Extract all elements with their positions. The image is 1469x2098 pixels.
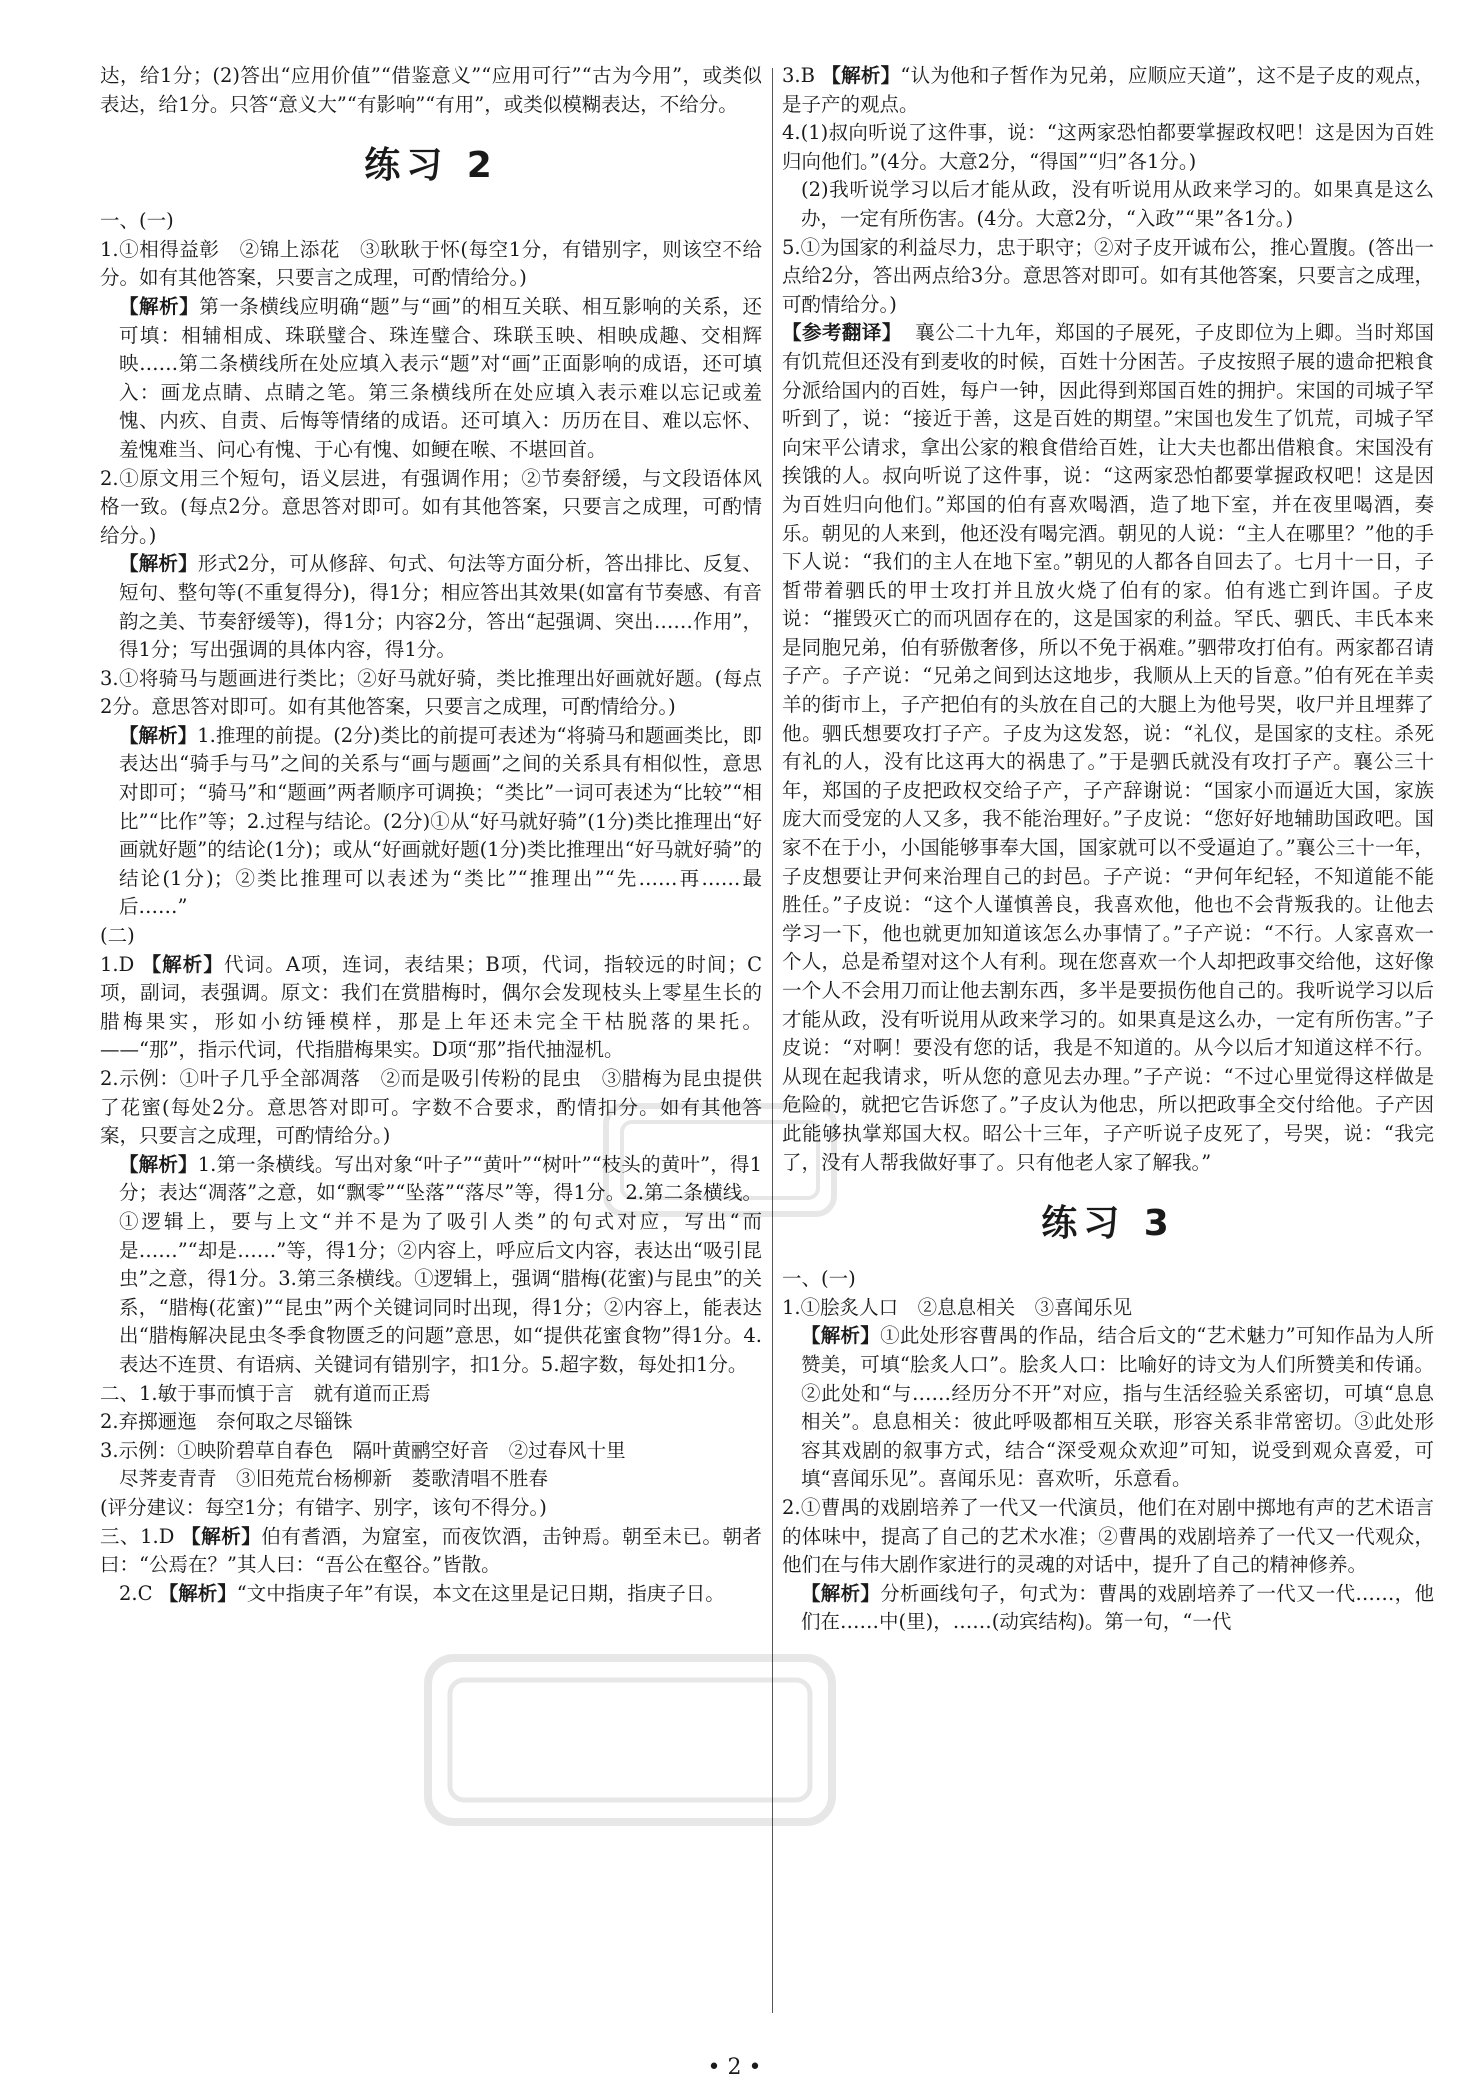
answer-3-1 (100, 1523, 762, 1580)
analysis-tag: 【解析】 (119, 294, 200, 318)
part-heading: 一、(一) (782, 1267, 856, 1291)
analysis-tag: 【解析】 (119, 1152, 198, 1176)
answer-choice: 1.D (100, 952, 135, 976)
analysis-text: “认为他和子皙作为兄弟，应顺应天道”，这不是子皮的观点，是子产的观点。 (782, 64, 1434, 116)
answer-3-2 (100, 1580, 762, 1609)
analysis-2 (100, 550, 762, 664)
poem-answer-4: 尽荠麦青青 ③旧苑荒台杨柳新 菱歌清唱不胜春 (119, 1467, 549, 1491)
poem-answer-1: 二、1.敏于事而慎于言 就有道而正焉 (100, 1381, 431, 1405)
analysis-tag: 【解析】 (181, 1524, 262, 1548)
answer-2-1 (100, 951, 762, 1065)
watermark-seal (420, 1650, 840, 1830)
scoring-note: (评分建议：每空1分；有错字、别字，该句不得分。) (100, 1495, 547, 1519)
s3-analysis-1 (782, 1322, 1434, 1494)
analysis-text: 形式2分，可从修辞、句式、句法等方面分析，答出排比、反复、短句、整句等(不重复得分)，得1分；相应答出其效果(如富有节奏感、有音韵之美、节奏舒缓等)，得1分；内容2分，答出“起强调、突出……作用”，得1分；写出强调的具体内容，得1分。 (119, 552, 762, 662)
reference-translation (782, 319, 1434, 1177)
analysis-text: ①此处形容曹禺的作品，结合后文的“艺术魅力”可知作品为人所赞美，可填“脍炙人口”。脍炙人口：比喻好的诗文为人们所赞美和传诵。②此处和“与……经历分不开”对应，指与生活经验关系密切，可填“息息相关”。息息相关：彼此呼吸都相互关联，形容关系非常密切。③此处形容其戏剧的叙事方式，结合“深受观众欢迎”可知，说受到观众喜爱，可填“喜闻乐见”。喜闻乐见：喜欢听，乐意看。 (801, 1324, 1434, 1491)
s3-answer-2: 2.①曹禺的戏剧培养了一代又一代演员，他们在对剧中掷地有声的艺术语言的体味中，提高了自己的艺术水准；②曹禺的戏剧培养了一代又一代观众，他们在与伟大剧作家进行的灵魂的对话中，提升了自己的精神修养。 (782, 1495, 1434, 1577)
answer-r3 (782, 62, 1434, 119)
analysis-tag: 【解析】 (141, 952, 225, 976)
translation-text: 襄公二十九年，郑国的子展死，子皮即位为上卿。当时郑国有饥荒但还没有到麦收的时候，百姓十分困苦。子皮按照子展的遗命把粮食分派给国内的百姓，每户一钟，因此得到郑国百姓的拥护。宋国的司城子罕听到了，说：“接近于善，这是百姓的期望。”宋国也发生了饥荒，司城子罕向宋平公请求，拿出公家的粮食借给百姓，让大夫也都出借粮食。宋国没有挨饿的人。叔向听说了这件事，说：“这两家恐怕都要掌握政权吧！这是因为百姓归向他们。”郑国的伯有喜欢喝酒，造了地下室，并在夜里喝酒，奏乐。朝见的人来到，他还没有喝完酒。朝见的人说：“主人在哪里？”他的手下人说：“我们的主人在地下室。”朝见的人都各自回去了。七月十一日，子皙带着驷氏的甲士攻打并且放火烧了伯有的家。伯有逃亡到许国。子皮说：“摧毁灭亡的而巩固存在的，这是国家的利益。罕氏、驷氏、丰氏本来是同胞兄弟，伯有骄傲奢侈，所以不免于祸难。”驷带攻打伯有。两家都召请子产。子产说：“兄弟之间到达这地步，我顺从上天的旨意。”伯有死在羊卖羊的街市上，子产把伯有的头放在自己的大腿上为他号哭，收尸并且埋葬了他。驷氏想要攻打子产。子皮为这发怒，说：“礼仪，是国家的支柱。杀死有礼的人，没有比这再大的祸患了。”于是驷氏就没有攻打子产。襄公三十年，郑国的子皮把政权交给子产，子产辞谢说：“国家小而逼近大国，家族庞大而受宠的人又多，我不能治理好。”子皮说：“您好好地辅助国政吧。国家不在于小，小国能够事奉大国，国家就可以不受逼迫了。”襄公三十一年，子皮想要让尹何来治理自己的封邑。子产说：“尹何年纪轻，不知道能不能胜任。”子皮说：“这个人谨慎善良，我喜欢他，他也不会背叛我的。让他去学习一下，他也就更加知道该怎么办事情了。”子产说：“不行。人家喜欢一个人，总是希望对这个人有利。现在您喜欢一个人却把政事交给他，这好像一个人不会用刀而让他去割东西，多半是要损伤他自己的。我听说学习以后才能从政，没有听说用从政来学习的。如果真是这么办，一定有所伤害。”子皮说：“对啊！要没有您的话，我是不知道的。从今以后才知道这样不行。从现在起我请求，听从您的意见去办理。”子产说：“不过心里觉得这样做是危险的，就把它告诉您了。”子皮认为他忠，所以把政事全交付给他。子产因此能够执掌郑国大权。昭公十三年，子产听说子皮死了，号哭，说：“我完了，没有人帮我做好事了。只有他老人家了解我。” (782, 321, 1434, 1174)
analysis-tag: 【解析】 (119, 552, 198, 576)
analysis-text: “文中指庚子年”有误，本文在这里是记日期，指庚子日。 (236, 1581, 725, 1605)
answer-2-2: 2.示例：①叶子几乎全部凋落 ②而是吸引传粉的昆虫 ③腊梅为昆虫提供了花蜜(每处2分。意思答对即可。字数不合要求，酌情扣分。如有其他答案，只要言之成理，可酌情给分。) (100, 1067, 762, 1148)
answer-choice: 3.B (782, 64, 815, 87)
left-column (100, 62, 762, 1608)
poem-answer-2: 2.弃掷逦迤 奈何取之尽锱铢 (100, 1410, 353, 1434)
analysis-tag: 【解析】 (801, 1324, 881, 1348)
answer-2: 2.①原文用三个短句，语义层进，有强调作用；②节奏舒缓，与文段语体风格一致。(每点2分。意思答对即可。如有其他答案，只要言之成理，可酌情给分。) (100, 466, 762, 547)
analysis-tag: 【解析】 (158, 1581, 237, 1605)
answer-3: 3.①将骑马与题画进行类比；②好马就好骑，类比推理出好画就好题。(每点2分。意思答对即可。如有其他答案，只要言之成理，可酌情给分。) (100, 666, 762, 719)
analysis-text: 1.推理的前提。(2分)类比的前提可表述为“将骑马和题画类比，即表达出“骑手与马”之间的关系与“画与题画”之间的关系具有相似性，意思对即可；“骑马”和“题画”两者顺序可调换；“类比”一词可表述为“比较”“相比”“比作”等；2.过程与结论。(2分)①从“好马就好骑”(1分)类比推理出“好画就好题”的结论(1分)；或从“好画就好题(1分)类比推理出“好马就好骑”的结论(1分)；②类比推理可以表述为“类比”“推理出”“先……再……最后……” (119, 723, 762, 919)
answer-1: 1.①相得益彰 ②锦上添花 ③耿耿于怀(每空1分，有错别字，则该空不给分。如有其他答案，只要言之成理，可酌情给分。) (100, 237, 762, 290)
analysis-2-2 (100, 1151, 762, 1380)
section-title-exercise-3: 练习 3 (1041, 1203, 1175, 1245)
analysis-tag: 【解析】 (821, 64, 901, 87)
analysis-text: 第一条横线应明确“题”与“画”的相互关联、相互影响的关系，还可填：相辅相成、珠联璧合、珠连璧合、珠联玉映、相映成趣、交相辉映……第二条横线所在处应填入表示“题”对“画”正面影响的成语，还可填入：画龙点睛、点睛之笔。第三条横线所在处应填入表示难以忘记或羞愧、内疚、自责、后悔等情绪的成语。还可填入：历历在目、难以忘怀、羞愧难当、问心有愧、于心有愧、如鲠在喉、不堪回首。 (119, 294, 762, 461)
section-title-exercise-2: 练习 2 (364, 145, 498, 187)
right-column (782, 62, 1434, 1637)
s3-answer-1: 1.①脍炙人口 ②息息相关 ③喜闻乐见 (782, 1295, 1133, 1319)
answer-choice: 三、1.D (100, 1524, 175, 1548)
analysis-text: 分析画线句子，句式为：曹禺的戏剧培养了一代又一代……，他们在……中(里)，……(动宾结构)。第一句，“一代 (801, 1581, 1434, 1634)
s3-analysis-2 (782, 1580, 1434, 1637)
analysis-text: 伯有耆酒，为窟室，而夜饮酒，击钟焉。朝至未已。朝者曰：“公焉在？”其人曰：“吾公在壑谷。”皆散。 (100, 1524, 762, 1577)
analysis-3 (100, 722, 762, 922)
answer-choice: 2.C (119, 1581, 153, 1605)
part-heading: (二) (100, 924, 135, 948)
translation-tag: 【参考翻译】 (782, 321, 902, 345)
part-heading: 一、(一) (100, 209, 174, 233)
analysis-tag: 【解析】 (119, 723, 198, 747)
answer-r4-1: 4.(1)叔向听说了这件事，说：“这两家恐怕都要掌握政权吧！这是因为百姓归向他们。”(4分。大意2分，“得国”“归”各1分。) (782, 121, 1434, 173)
column-divider (772, 68, 773, 2013)
analysis-text: 1.第一条横线。写出对象“叶子”“黄叶”“树叶”“枝头的黄叶”，得1分；表达“凋落”之意，如“飘零”“坠落”“落尽”等，得1分。2.第二条横线。①逻辑上，要与上文“并不是为了吸引人类”的句式对应，写出“而是……”“却是……”等，得1分；②内容上，呼应后文内容，表达出“吸引昆虫”之意，得1分。3.第三条横线。①逻辑上，强调“腊梅(花蜜)与昆虫”的关系，“腊梅(花蜜)”“昆虫”两个关键词同时出现，得1分；②内容上，能表达出“腊梅解决昆虫冬季食物匮乏的问题”意思，如“提供花蜜食物”得1分。4.表达不连贯、有语病、关键词有错别字，扣1分。5.超字数，每处扣1分。 (119, 1152, 762, 1376)
page-number: • 2 • (707, 2055, 762, 2080)
answer-r4-2: (2)我听说学习以后才能从政，没有听说用从政来学习的。如果真是这么办，一定有所伤害。(4分。大意2分，“入政”“果”各1分。) (801, 178, 1434, 230)
poem-answer-3: 3.示例：①映阶碧草自春色 隔叶黄鹂空好音 ②过春风十里 (100, 1438, 626, 1462)
analysis-text: 代词。A项，连词，表结果；B项，代词，指较远的时间；C项，副词，表强调。原文：我们在赏腊梅时，偶尔会发现枝头上零星生长的腊梅果实，形如小纺锤模样，那是上年还未完全干枯脱落的果托。——“那”，指示代词，代指腊梅果实。D项“那”指代抽湿机。 (100, 952, 762, 1062)
analysis-tag: 【解析】 (801, 1581, 881, 1605)
continued-answer: 达，给1分；(2)答出“应用价值”“借鉴意义”“应用可行”“古为今用”，或类似表达，给1分。只答“意义大”“有影响”“有用”，或类似模糊表达，不给分。 (100, 64, 762, 116)
analysis-1 (100, 293, 762, 465)
answer-r5: 5.①为国家的利益尽力，忠于职守；②对子皮开诚布公，推心置腹。(答出一点给2分，答出两点给3分。意思答对即可。如有其他答案，只要言之成理，可酌情给分。) (782, 235, 1434, 316)
